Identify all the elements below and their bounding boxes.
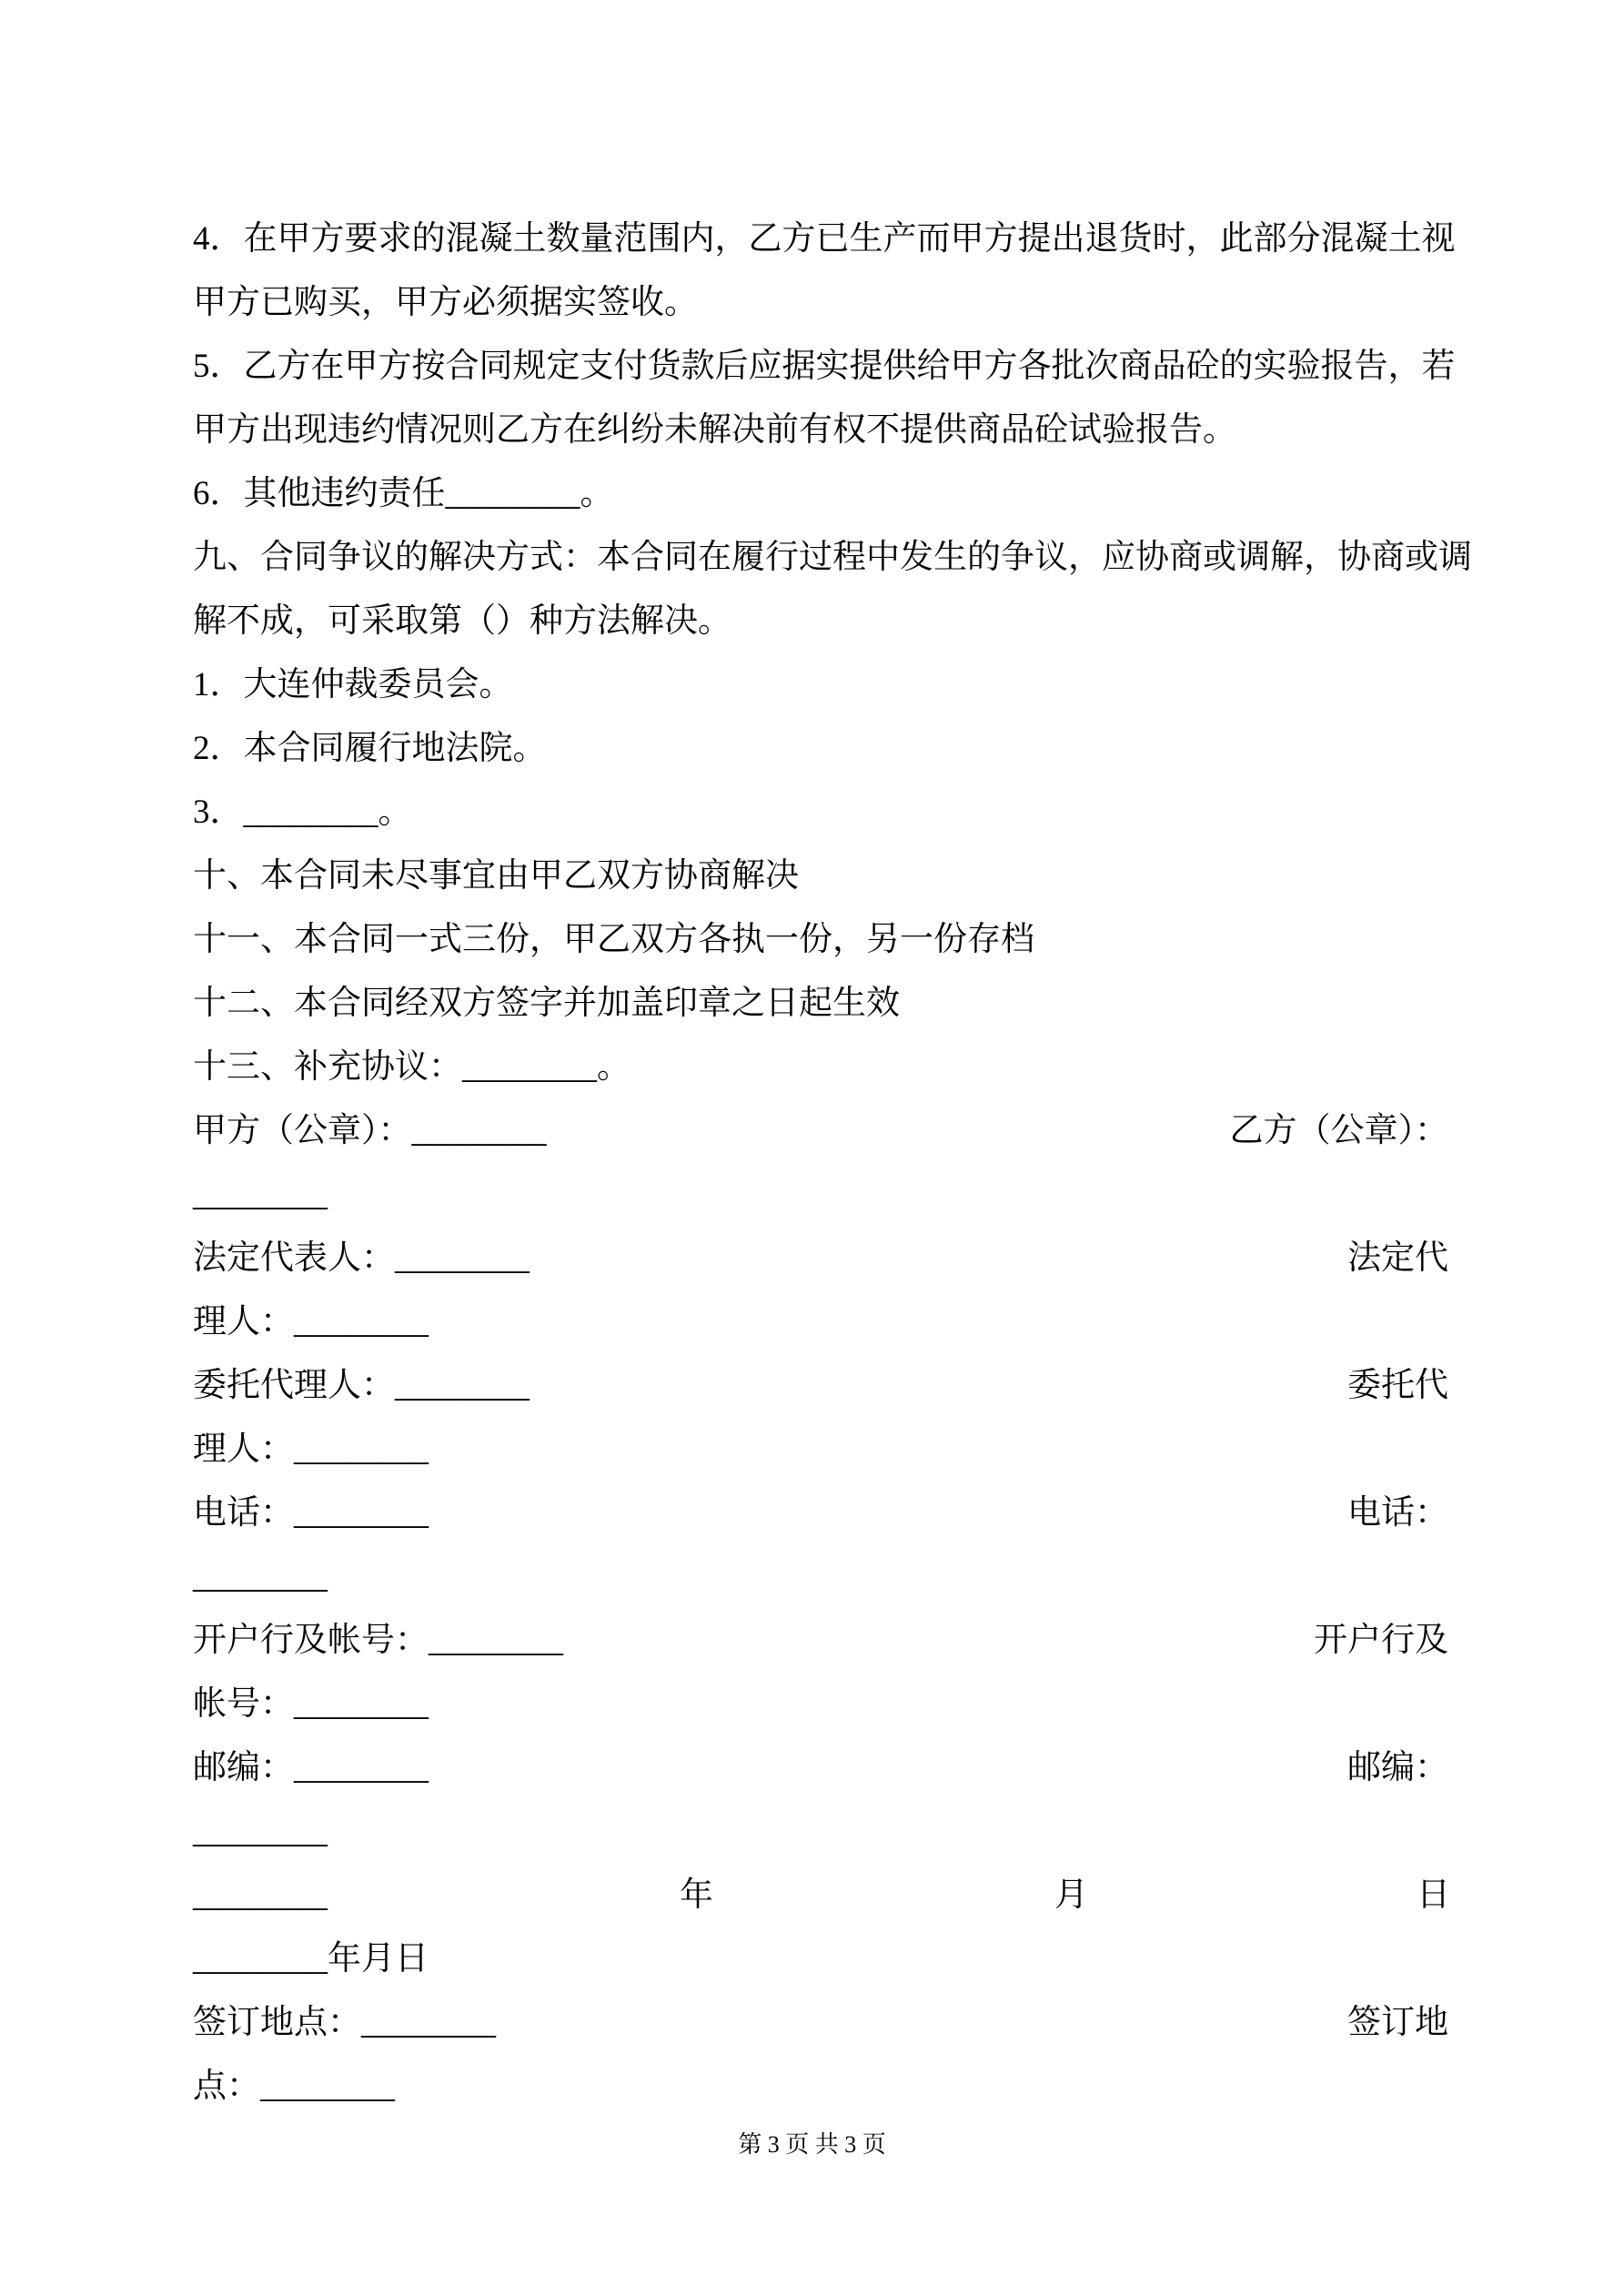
dispute-option-2 [193,717,1448,781]
page-number-footer: 第 3 页 共 3 页 [738,2131,886,2158]
party-b-seal-label: 乙方（公章）： [1229,1112,1448,1149]
line-text-left: 理人：________ [193,1303,429,1340]
line-text-left: 1．大连仲裁委员会。 [193,666,513,703]
dispute-option-3 [193,781,1448,845]
day-label: 日 [1417,1876,1450,1914]
line-text-left: 十一、本合同一式三份，甲乙双方各执一份，另一份存档 [193,921,1034,958]
sig-legal-rep-line [193,1227,1448,1290]
sig-zip-line [193,1736,1448,1800]
line-text-left: 十、本合同未尽事宜由甲乙双方协商解决 [193,857,799,895]
line-text-left: 4．在甲方要求的混凝土数量范围内，乙方已生产而甲方提出退货时，此部分混凝土视 [193,220,1456,258]
sig-place-line [193,1991,1448,2055]
clause-11 [193,908,1448,972]
clause-10 [193,845,1448,908]
sig-agent-line [193,1354,1448,1418]
phone-label: 电话：________ [193,1494,429,1532]
sig-bank-wrap [193,1673,1448,1736]
zip-wrap-fragment: 邮编： [1347,1749,1448,1786]
clause-dispute-line1 [193,526,1472,590]
date-line [193,1864,1448,1927]
party-a-seal-label: 甲方（公章）：________ [193,1112,547,1149]
clause-dispute-line2 [193,590,1448,653]
line-text-left: 3．________。 [193,794,412,831]
blank-line-1 [193,1163,1448,1227]
month-label: 月 [1054,1876,1088,1914]
contract-body [193,207,1472,2119]
line-text-left: 解不成，可采取第（）种方法解决。 [193,602,731,640]
signing-place-wrap-fragment: 签订地 [1347,2004,1448,2041]
legal-rep-wrap-fragment: 法定代 [1347,1239,1448,1277]
clause-breach-6 [193,462,1448,526]
fill-in-blank: ________ [193,1176,328,1213]
fill-in-blank: ________ [193,1558,328,1595]
dispute-option-1 [193,653,1448,717]
line-text-left: 6．其他违约责任________。 [193,475,614,512]
sig-bank-line [193,1609,1448,1673]
sig-legal-rep-wrap [193,1290,1448,1354]
bank-wrap-fragment: 开户行及 [1314,1622,1448,1659]
sig-seal-line [193,1099,1448,1163]
line-text-left: ________年月日 [193,1940,429,1977]
agent-label: 委托代理人：________ [193,1367,530,1404]
date-wrap-line [193,1927,1448,1991]
sig-agent-wrap [193,1418,1448,1482]
line-text-left: 帐号：________ [193,1685,429,1723]
clause-breach-4-line1 [193,207,1456,271]
line-text-left: 十二、本合同经双方签字并加盖印章之日起生效 [193,985,900,1022]
blank-line-3 [193,1800,1448,1864]
signing-place-label: 签订地点：________ [193,2004,496,2041]
clause-breach-5-line2 [193,399,1448,462]
legal-rep-label: 法定代表人：________ [193,1239,530,1277]
clause-12 [193,972,1448,1036]
line-text-left: 理人：________ [193,1431,429,1468]
blank-line-2 [193,1545,1448,1609]
bank-account-label: 开户行及帐号：________ [193,1622,563,1659]
line-text-left: 5．乙方在甲方按合同规定支付货款后应据实提供给甲方各批次商品砼的实验报告，若 [193,348,1456,385]
phone-wrap-fragment: 电话： [1347,1494,1448,1532]
clause-breach-5-line1 [193,335,1456,399]
zip-label: 邮编：________ [193,1749,429,1786]
line-text-left: 点：________ [193,2068,395,2105]
sig-place-wrap [193,2055,1448,2119]
clause-13-supplement [193,1036,1448,1099]
sig-phone-line [193,1482,1448,1545]
agent-wrap-fragment: 委托代 [1347,1367,1448,1404]
year-label: 年 [680,1876,713,1914]
line-text-left: 九、合同争议的解决方式：本合同在履行过程中发生的争议，应协商或调解，协商或调 [193,539,1472,576]
fill-in-blank: ________ [193,1876,328,1914]
line-text-left: 甲方出现违约情况则乙方在纠纷未解决前有权不提供商品砼试验报告。 [193,411,1236,449]
line-text-left: 2．本合同履行地法院。 [193,730,547,767]
clause-breach-4-line2 [193,271,1448,335]
line-text-left: 十三、补充协议：________。 [193,1048,630,1086]
fill-in-blank: ________ [193,1813,328,1850]
line-text-left: 甲方已购买，甲方必须据实签收。 [193,284,698,321]
